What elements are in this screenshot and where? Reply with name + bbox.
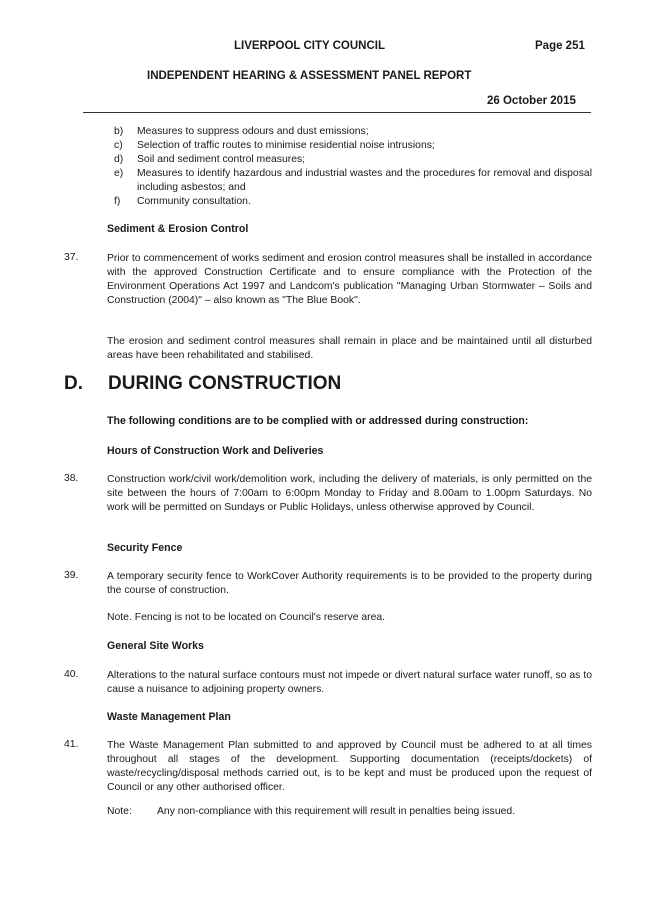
list-item (114, 125, 592, 139)
condition-number: 39. (64, 570, 79, 581)
condition-41-text: The Waste Management Plan submitted to and approved by Council must be adhered to at all times throughout all stages of the development. Supporting documentation (receipts/dockets) of waste/recycling/disposal methods carried out, is to be kept and must be produced upon the request of Council or any other authorised officer. (107, 740, 592, 793)
heading-waste-management: Waste Management Plan (107, 711, 231, 723)
condition-40-text: Alterations to the natural surface contours must not impede or divert natural surface water runoff, so as to cause a nuisance to adjoining property owners. (107, 670, 592, 695)
list-marker: b) (114, 126, 124, 137)
heading-general-site-works: General Site Works (107, 640, 204, 652)
condition-number: 38. (64, 473, 79, 484)
list-item (114, 167, 592, 195)
list-item-text: Community consultation. (137, 196, 251, 207)
list-marker: c) (114, 140, 123, 151)
section-letter: D. (64, 373, 83, 394)
list-item (114, 195, 592, 209)
condition-number: 37. (64, 252, 79, 263)
note-label: Note: (107, 806, 132, 817)
report-title: INDEPENDENT HEARING & ASSESSMENT PANEL REPORT (147, 70, 472, 82)
header-rule (83, 112, 591, 113)
council-name: LIVERPOOL CITY COUNCIL (234, 40, 386, 52)
heading-sediment-erosion: Sediment & Erosion Control (107, 223, 249, 235)
heading-hours: Hours of Construction Work and Deliveries (107, 445, 324, 457)
condition-number: 40. (64, 669, 79, 680)
condition-37-text-2: The erosion and sediment control measures shall remain in place and be maintained until all disturbed areas have been rehabilitated and stabilised. (107, 336, 592, 361)
condition-number: 41. (64, 739, 79, 750)
heading-security-fence: Security Fence (107, 542, 183, 554)
condition-37-text: Prior to commencement of works sediment and erosion control measures shall be installed in accordance with the approved Construction Certificate and to ensure compliance with the Protection of the Environment Operations Act 1997 and Landcom's publication "Managing Urban Stormwater – Soils and Construction (2004)" – also known as "The Blue Book". (107, 253, 592, 306)
list-item-text: Measures to suppress odours and dust emissions; (137, 126, 369, 137)
report-date: 26 October 2015 (487, 95, 576, 107)
section-intro: The following conditions are to be complied with or addressed during construction: (107, 415, 529, 427)
waste-note (107, 806, 515, 817)
list-item (114, 153, 592, 167)
list-marker: f) (114, 196, 121, 207)
condition-38-text: Construction work/civil work/demolition work, including the delivery of materials, is only permitted on the site between the hours of 7:00am to 6:00pm Monday to Friday and 8.00am to 1.00pm Saturdays. No work will be permitted on Sundays or Public Holidays, unless otherwise approved by Council. (107, 474, 592, 513)
note-text: Any non-compliance with this requirement will result in penalties being issued. (157, 806, 516, 817)
list-item-text: Soil and sediment control measures; (137, 154, 306, 165)
list-item-text: Measures to identify hazardous and industrial wastes and the procedures for removal and disposal including asbestos; and (137, 168, 592, 193)
list-item (114, 139, 592, 153)
condition-39-text: A temporary security fence to WorkCover Authority requirements is to be provided to the property during the course of construction. (107, 571, 592, 596)
fence-note: Note. Fencing is not to be located on Council's reserve area. (107, 612, 386, 623)
page-number: Page 251 (535, 40, 585, 52)
section-heading (64, 373, 341, 395)
list-marker: d) (114, 154, 124, 165)
list-marker: e) (114, 168, 124, 179)
section-title: DURING CONSTRUCTION (108, 373, 342, 394)
list-item-text: Selection of traffic routes to minimise residential noise intrusions; (137, 140, 435, 151)
measures-list (114, 125, 592, 209)
